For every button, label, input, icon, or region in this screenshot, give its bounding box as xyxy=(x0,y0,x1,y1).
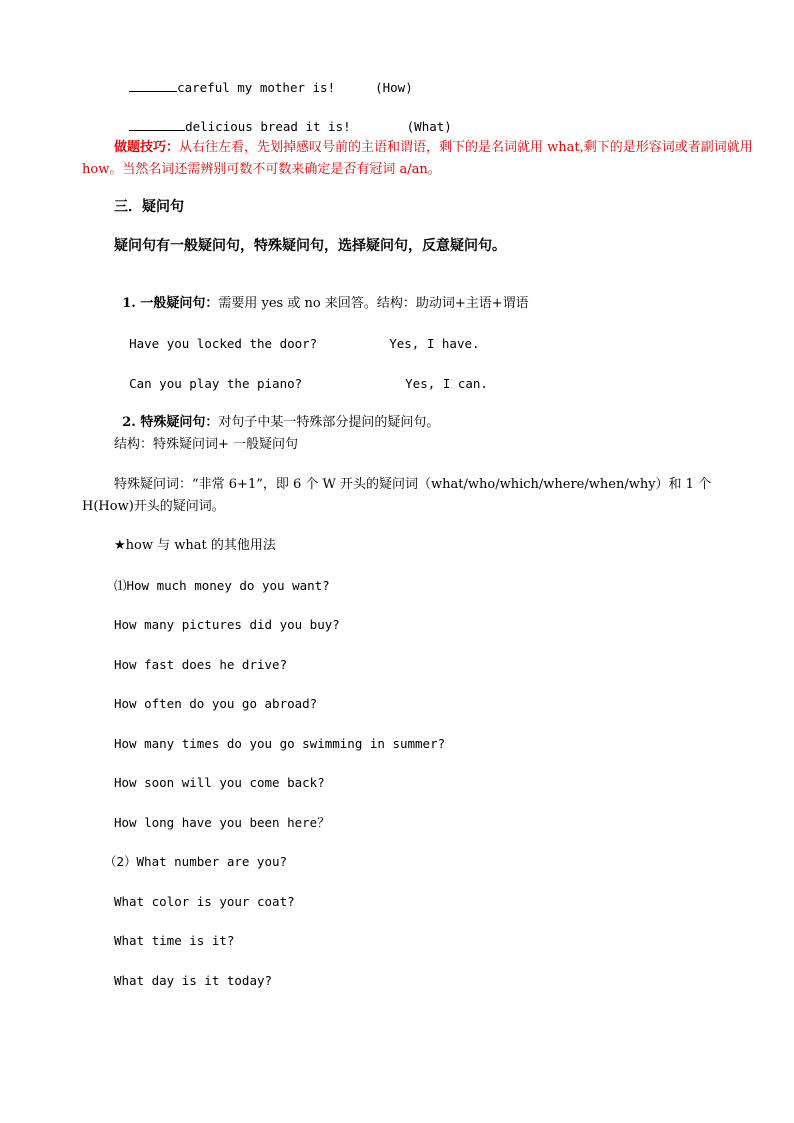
how-example: How fast does he drive? xyxy=(114,657,288,672)
special-question-line xyxy=(114,397,439,431)
section-heading: 三．疑问句 xyxy=(114,199,184,215)
special-words-paragraph: 特殊疑问词：“非常 6+1”，即 6 个 W 开头的疑问词（what/who/which/where/when/why）和 1 个 H(How)开头的疑问词。 xyxy=(82,477,712,514)
how-example: How soon will you come back? xyxy=(114,775,325,790)
how-example: ⑴How much money do you want? xyxy=(114,578,330,593)
tip-label: 做题技巧： xyxy=(114,140,180,155)
what-example: What day is it today? xyxy=(114,973,273,988)
what-example: What color is your coat? xyxy=(114,894,295,909)
example-row xyxy=(114,318,480,352)
how-example: How often do you go abroad? xyxy=(114,696,318,711)
special-structure: 结构：特殊疑问词+ 一般疑问句 xyxy=(114,437,299,452)
example-question: Can you play the piano? xyxy=(129,376,303,391)
example-question: Have you locked the door? xyxy=(129,336,318,351)
what-example: What time is it? xyxy=(114,933,235,948)
exercise-text: delicious bread it is! xyxy=(185,119,351,134)
example-answer: Yes, I can. xyxy=(405,376,488,391)
what-example: （2）What number are you? xyxy=(104,854,288,869)
example-answer: Yes, I have. xyxy=(389,336,480,351)
exercise-line xyxy=(114,101,452,135)
how-example: How many pictures did you buy? xyxy=(114,617,340,632)
special-question-label: 2. 特殊疑问句： xyxy=(122,415,219,430)
how-example: How many times do you go swimming in summer? xyxy=(114,736,446,751)
exercise-hint: (What) xyxy=(406,119,452,134)
general-question-label: 1. 一般疑问句： xyxy=(122,296,219,311)
how-example: How long have you been here？ xyxy=(114,815,330,830)
exercise-text: careful my mother is! xyxy=(177,80,336,95)
general-question-desc: 需要用 yes 或 no 来回答。结构：助动词+主语+谓语 xyxy=(218,296,529,311)
example-row xyxy=(114,358,488,392)
tip-paragraph xyxy=(82,137,754,181)
special-question-desc: 对句子中某一特殊部分提问的疑问句。 xyxy=(218,415,440,430)
exercise-hint: (How) xyxy=(375,80,413,95)
tip-body: 从右往左看，先划掉感叹号前的主语和谓语，剩下的是名词就用 what,剩下的是形容词或者副词就用 how。当然名词还需辨别可数不可数来确定是否有冠词 a/an。 xyxy=(82,140,753,177)
exercise-line xyxy=(114,62,413,96)
usage-title: ★how 与 what 的其他用法 xyxy=(114,538,276,553)
answer-blank xyxy=(129,79,177,92)
answer-blank xyxy=(129,118,185,131)
section-intro: 疑问句有一般疑问句，特殊疑问句，选择疑问句，反意疑问句。 xyxy=(114,238,506,254)
general-question-line xyxy=(114,278,529,312)
